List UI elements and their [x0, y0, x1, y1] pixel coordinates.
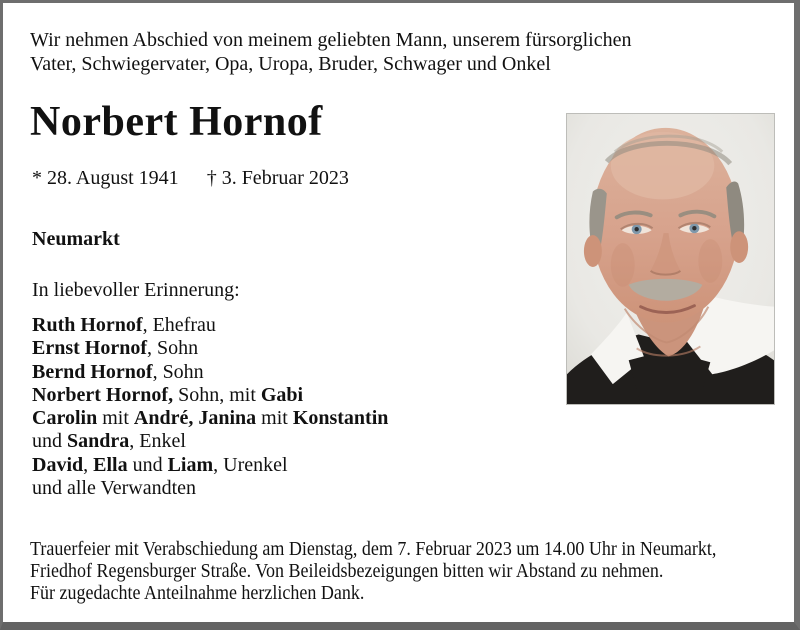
text-line: und Sandra, Enkel	[32, 430, 186, 453]
text-line: Trauerfeier mit Verabschiedung am Dienstag, dem 7. Februar 2023 um 14.00 Uhr in Neumarkt,	[30, 538, 717, 560]
text-line: Für zugedachte Anteilnahme herzlichen Dank.	[30, 581, 365, 604]
text-line: Norbert Hornof, Sohn, mit Gabi	[32, 383, 304, 406]
birth-date: * 28. August 1941	[32, 167, 179, 189]
life-dates	[32, 167, 349, 190]
text-line: Ernst Hornof, Sohn	[32, 337, 199, 360]
text-line: Wir nehmen Abschied von meinem geliebten Mann, unserem fürsorglichen	[30, 29, 632, 51]
remembrance-label: In liebevoller Erinnerung:	[32, 279, 240, 301]
deceased-name: Norbert Hornof	[30, 99, 323, 145]
text-line: David, Ella und Liam, Urenkel	[32, 453, 288, 476]
portrait-illustration	[567, 114, 774, 404]
intro-text	[30, 28, 631, 76]
portrait-photo	[566, 113, 775, 405]
funeral-info	[30, 539, 793, 604]
city-label: Neumarkt	[32, 228, 120, 250]
text-line: Friedhof Regensburger Straße. Von Beileidsbezeigungen bitten wir Abstand zu nehmen.	[30, 559, 664, 582]
mourners-list	[32, 314, 388, 500]
death-date: † 3. Februar 2023	[206, 167, 349, 189]
text-line: und alle Verwandten	[32, 477, 197, 500]
text-line: Carolin mit André, Janina mit Konstantin	[32, 407, 389, 430]
text-line: Ruth Hornof, Ehefrau	[32, 314, 216, 336]
text-line: Vater, Schwiegervater, Opa, Uropa, Bruder, Schwager und Onkel	[30, 53, 551, 75]
text-line: Bernd Hornof, Sohn	[32, 360, 204, 383]
